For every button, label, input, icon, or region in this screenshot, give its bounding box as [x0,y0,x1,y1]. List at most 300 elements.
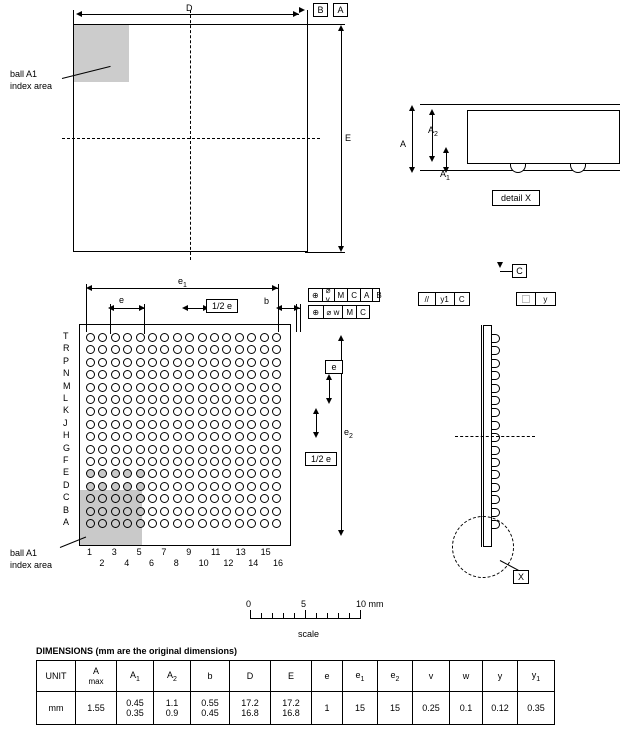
solder-ball [235,370,244,379]
solder-ball [198,370,207,379]
solder-ball [222,420,231,429]
dim-line-e-vert [329,378,330,400]
ball-grid [79,324,291,546]
label-A2: $A_2$ [428,125,438,138]
solder-ball [198,519,207,528]
dimensions-table-cell: 0.55 0.45 [191,692,230,725]
solder-ball [86,494,95,503]
solder-ball [272,482,281,491]
solder-ball [123,457,132,466]
solder-ball [111,395,120,404]
scale-tick [272,613,273,619]
solder-ball [136,507,145,516]
solder-ball [198,469,207,478]
ball-grid-row-label: K [63,405,70,416]
solder-ball [148,370,157,379]
solder-ball [123,358,132,367]
solder-ball [160,432,169,441]
solder-ball [123,420,132,429]
dimensions-table-header-cell: D [230,661,271,692]
datum-leader-C [500,271,512,272]
solder-ball [272,420,281,429]
solder-ball [160,420,169,429]
solder-ball [86,345,95,354]
scale-tick [294,613,295,619]
solder-ball [173,507,182,516]
solder-ball [198,420,207,429]
dimensions-table-cell: 15 [343,692,378,725]
solder-ball [260,507,269,516]
side-solder-ball [492,396,500,405]
solder-ball [98,420,107,429]
dim-arrow-e2-bottom [338,530,344,536]
solder-ball [235,333,244,342]
solder-ball [247,420,256,429]
datum-arrow-B [299,7,305,13]
solder-ball [272,407,281,416]
solder-ball [148,469,157,478]
solder-ball [222,469,231,478]
solder-ball [198,333,207,342]
solder-ball [148,519,157,528]
fcf-tolerance-v: ⌀ v [323,289,335,301]
solder-ball [235,457,244,466]
solder-ball [111,469,120,478]
solder-ball [136,345,145,354]
solder-ball [235,407,244,416]
solder-ball [123,519,132,528]
solder-ball [210,482,219,491]
solder-ball [185,457,194,466]
ext-line-E-bottom [305,252,345,253]
solder-ball [185,358,194,367]
solder-ball [198,494,207,503]
solder-ball [210,507,219,516]
dim-arrow-A2-top [429,109,435,115]
solder-ball [260,358,269,367]
dim-arrow-D-left [76,11,82,17]
fcf-datum-c-1: C [348,289,361,301]
fcf-symbol-parallel: // [419,293,436,305]
ball-grid-col-label: 11 [211,547,221,557]
solder-ball [247,333,256,342]
dim-arrow-e2-top [338,335,344,341]
solder-ball [222,333,231,342]
solder-ball [136,432,145,441]
detail-callout-x: X [513,570,529,584]
solder-ball [111,494,120,503]
solder-ball [123,494,132,503]
side-solder-ball [492,495,500,504]
solder-ball [235,507,244,516]
solder-ball [185,395,194,404]
dim-arrow-E-top [338,25,344,31]
solder-ball [136,445,145,454]
solder-ball [260,432,269,441]
solder-ball [111,420,120,429]
ball-grid-col-label: 15 [260,547,271,557]
solder-ball [111,333,120,342]
solder-ball [185,420,194,429]
fcf-modifier-m-1: M [335,289,349,301]
scale-tick [338,613,339,619]
dimensions-table [36,660,555,725]
datum-box-C: C [512,264,527,278]
solder-ball [173,519,182,528]
solder-ball [98,507,107,516]
solder-ball [222,407,231,416]
ball-grid-col-label: 12 [223,558,234,568]
solder-ball [235,345,244,354]
solder-ball [123,482,132,491]
dimensions-table-header-row [37,661,555,692]
solder-ball [148,432,157,441]
solder-ball [136,358,145,367]
solder-ball [198,383,207,392]
solder-ball [185,494,194,503]
solder-ball [198,432,207,441]
solder-ball [222,507,231,516]
dimensions-table-header-cell: $y_1$ [518,661,555,692]
solder-ball [235,519,244,528]
ball-grid-col-label: 1 [87,547,93,557]
solder-ball [185,370,194,379]
side-solder-ball [492,359,500,368]
solder-ball [247,507,256,516]
dim-arrow-half-e-vert-top [313,408,319,414]
side-solder-ball [492,334,500,343]
solder-ball [185,482,194,491]
solder-ball [86,519,95,528]
label-e1: $e_1$ [178,276,187,289]
solder-ball [198,482,207,491]
dimensions-table-wrap [36,660,555,725]
solder-ball [173,420,182,429]
solder-ball [210,457,219,466]
solder-ball [136,457,145,466]
datum-box-A: A [333,3,348,17]
solder-ball [260,395,269,404]
solder-ball [272,507,281,516]
solder-ball [198,345,207,354]
solder-ball [160,445,169,454]
scale-tick-label: 5 [301,599,307,609]
solder-ball [111,383,120,392]
side-view-ball-2 [570,164,586,173]
solder-ball [160,358,169,367]
ball-grid-row-label: A [63,517,70,527]
fcf-tolerance-w: ⌀ w [324,306,344,318]
solder-ball [123,370,132,379]
solder-ball [235,358,244,367]
centerline-horizontal-top-view [62,138,320,139]
scale-label: scale [298,629,320,639]
side-solder-ball [492,433,500,442]
label-e-bottomview: e [119,295,125,305]
dimensions-table-header-cell: $A_1$ [117,661,154,692]
solder-ball [185,519,194,528]
solder-ball [198,507,207,516]
solder-ball [173,358,182,367]
solder-ball [260,345,269,354]
solder-ball [247,432,256,441]
ball-grid-row-label: L [63,393,69,403]
label-E: E [345,133,352,143]
solder-ball [210,370,219,379]
scale-tick [349,613,350,619]
solder-ball [247,358,256,367]
solder-ball [235,432,244,441]
ext-line-D-left [73,10,74,26]
solder-ball [272,383,281,392]
side-solder-ball [492,446,500,455]
solder-ball [148,494,157,503]
solder-ball [210,420,219,429]
solder-ball [148,383,157,392]
fcf-flatness [516,292,556,306]
solder-ball [98,482,107,491]
side-solder-ball [492,346,500,355]
solder-ball [222,432,231,441]
dim-arrow-half-e-left [182,305,188,311]
solder-ball [260,407,269,416]
solder-ball [235,469,244,478]
solder-ball [210,383,219,392]
fcf-datum-c-3: C [458,294,465,304]
solder-ball [247,482,256,491]
ball-grid-col-label: 9 [186,547,192,557]
solder-ball [222,358,231,367]
solder-ball [222,457,231,466]
solder-ball [247,383,256,392]
label-e2: $e_2$ [344,427,353,440]
ball-grid-row-label: P [63,355,70,366]
solder-ball [136,494,145,503]
solder-ball [210,494,219,503]
scale-bar [245,600,385,630]
solder-ball [185,407,194,416]
solder-ball [136,420,145,429]
solder-ball [86,383,95,392]
detail-circle-x [452,516,514,578]
ball-grid-row-label: T [63,331,69,341]
ball-grid-col-label: 4 [124,558,130,568]
dim-arrow-e-left [108,305,114,311]
ball-grid-row-labels [55,324,77,546]
solder-ball [173,482,182,491]
solder-ball [111,370,120,379]
solder-ball [210,407,219,416]
scale-tick [327,613,328,619]
ext-line-E-top [305,24,345,25]
dimensions-table-header-cell: $A_2$ [154,661,191,692]
solder-ball [210,432,219,441]
solder-ball [148,507,157,516]
solder-ball [160,494,169,503]
solder-ball [222,370,231,379]
solder-ball [272,432,281,441]
dimensions-table-header-cell: UNIT [37,661,76,692]
solder-ball [185,507,194,516]
solder-ball [173,395,182,404]
solder-ball [123,445,132,454]
fcf-symbol-position-2: ⊕ [309,306,324,318]
label-b: b [264,296,270,306]
solder-ball [272,395,281,404]
solder-ball [222,383,231,392]
solder-ball [160,469,169,478]
fcf-position-w [308,305,370,319]
solder-ball [260,445,269,454]
side-solder-ball [492,371,500,380]
label-ball-a1-index-bottom-line2: index area [10,560,53,570]
solder-ball [272,370,281,379]
label-half-e-right: 1/2 e [305,452,337,466]
solder-ball [160,370,169,379]
fcf-symbol-position-1: ⊕ [309,289,323,301]
solder-ball [123,432,132,441]
solder-ball [160,383,169,392]
dimensions-table-cell: 0.25 [413,692,450,725]
solder-ball [198,457,207,466]
solder-ball [111,358,120,367]
ball-grid-col-label: 14 [248,558,259,568]
ball-grid-row-label: F [63,455,69,465]
solder-ball [160,333,169,342]
solder-ball [210,345,219,354]
solder-ball [247,469,256,478]
datum-box-B: B [313,3,328,17]
solder-ball [98,494,107,503]
centerline-vertical-top-view [190,10,191,260]
ball-grid-row-label: R [63,343,70,354]
solder-ball [198,407,207,416]
dim-arrow-half-e-vert-bottom [313,432,319,438]
dimensions-table-cell: 1.1 0.9 [154,692,191,725]
ball-grid-row-label: J [63,417,68,428]
solder-ball [86,457,95,466]
solder-ball [247,445,256,454]
solder-ball [222,395,231,404]
solder-ball [86,469,95,478]
fcf-modifier-m-2: M [343,306,357,318]
solder-ball [86,395,95,404]
solder-ball [235,383,244,392]
solder-ball [235,494,244,503]
solder-ball [222,494,231,503]
side-solder-ball [492,483,500,492]
dim-arrow-e-vert-top [326,374,332,380]
dim-arrow-A-bottom [409,167,415,173]
scale-tick [316,613,317,619]
solder-ball [272,469,281,478]
ball-grid-col-labels [79,546,291,570]
solder-ball [86,445,95,454]
solder-ball [198,358,207,367]
solder-ball [160,345,169,354]
solder-ball [173,370,182,379]
dim-line-half-e-vert [316,412,317,434]
solder-ball [148,395,157,404]
ball-grid-col-label: 3 [111,547,117,557]
dimensions-table-header-cell: $e_2$ [378,661,413,692]
dim-line-A1 [446,152,447,168]
solder-ball [160,407,169,416]
solder-ball [111,432,120,441]
scale-tick-label: 0 [246,599,252,609]
solder-ball [173,333,182,342]
ext-line-b [296,304,297,332]
dimensions-table-cell: 15 [378,692,413,725]
solder-ball [148,482,157,491]
scale-tick-label: 10 mm [356,599,384,609]
dimensions-table-cell: 0.45 0.35 [117,692,154,725]
scale-tick [360,610,361,619]
solder-ball [98,432,107,441]
solder-ball [86,432,95,441]
dimensions-table-header-cell: e [312,661,343,692]
solder-ball [111,445,120,454]
solder-ball [136,469,145,478]
solder-ball [210,395,219,404]
solder-ball [260,383,269,392]
solder-ball [148,345,157,354]
solder-ball [198,445,207,454]
ball-grid-col-label: 5 [136,547,142,557]
solder-ball [160,507,169,516]
ball-grid-row-label: H [63,430,70,441]
side-solder-ball [492,421,500,430]
solder-ball [136,333,145,342]
label-ball-a1-index-top-line1: ball A1 [10,69,38,79]
centerline-right-view [455,436,535,437]
solder-ball [136,383,145,392]
fcf-parallelism [418,292,470,306]
label-e-right: e [325,360,343,374]
ball-grid-row-label: C [63,492,70,503]
fcf-datum-c-2: C [360,307,366,317]
solder-ball [260,457,269,466]
dim-arrow-e-vert-bottom [326,398,332,404]
ball-grid-row-label: B [63,504,70,515]
solder-ball [86,358,95,367]
solder-ball [210,358,219,367]
solder-ball [222,345,231,354]
solder-ball [272,358,281,367]
solder-ball [160,457,169,466]
datum-arrow-C [497,262,503,268]
solder-ball [173,345,182,354]
solder-ball [272,457,281,466]
solder-ball [123,395,132,404]
solder-ball [148,420,157,429]
ball-grid-col-label: 6 [149,558,155,568]
solder-ball [86,407,95,416]
dimensions-table-data-row [37,692,555,725]
solder-ball [185,445,194,454]
solder-ball [247,519,256,528]
solder-ball [123,407,132,416]
solder-ball [210,469,219,478]
solder-ball [173,457,182,466]
solder-ball [111,457,120,466]
solder-ball [148,445,157,454]
solder-ball [123,507,132,516]
dimensions-title: DIMENSIONS (mm are the original dimensions) [36,646,238,656]
label-D: D [186,3,193,13]
solder-ball [222,519,231,528]
label-A: A [400,139,407,149]
